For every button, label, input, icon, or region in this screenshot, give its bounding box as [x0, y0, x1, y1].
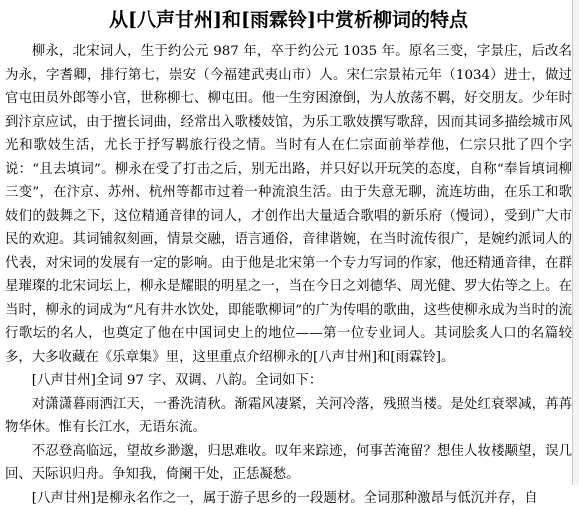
- paragraph-poem-part-1: 对潇潇暮雨洒江天，一番洗清秋。渐霜风凄紧，关河冷落，残照当楼。是处红衰翠减，苒苒物华休。惟有长江水，无语东流。: [5, 393, 572, 440]
- paragraph-biography: 柳永，北宋词人，生于约公元 987 年，卒于约公元 1035 年。原名三变，字景庄，后改名为永，字耆卿，排行第七，崇安（今福建武夷山市）人。宋仁宗景祐元年（1034）进士，做过官屯田员外郎等小官，世称柳七、柳屯田。他一生穷困潦倒，为人放荡不羁，好交朋友。少年时到汴京应试，由于擅长词曲，经常出入歌楼妓馆，为乐工歌妓撰写歌辞，因而其词多描绘城市风光和歌妓生活，尤长于抒写羁旅行役之情。当时有人在仁宗面前举荐他，仁宗只批了四个字说：“且去填词”。柳永在受了打击之后，别无出路，并只好以开玩笑的态度，自称“奉旨填词柳三变”，在汴京、苏州、杭州等都市过着一种流浪生活。由于失意无聊，流连坊曲，在乐工和歌妓们的鼓舞之下，这位精通音律的词人，才创作出大量适合歌唱的新乐府（慢词），受到广大市民的欢迎。其词铺叙刻画，情景交融，语言通俗，音律谐婉，在当时流传很广，是婉约派词人的代表，对宋词的发展有一定的影响。由于他是北宋第一个专力写词的作家，他还精通音律，在群星璀璨的北宋词坛上，柳永是耀眼的明星之一，当在今日之刘德华、周光健、罗大佑等之上。在当时，柳永的词成为“凡有井水饮处，即能歌柳词”的广为传唱的歌曲，这些使柳永成为当时的流行歌坛的名人，也奠定了他在中国词史上的地位——第一位专业词人。其词脍炙人口的名篇较多，大多收藏在《乐章集》里，这里重点介绍柳永的[八声甘州]和[雨霖铃]。: [5, 40, 572, 369]
- paragraph-intro-ci: [八声甘州]全词 97 字、双调、八韵。全词如下：: [5, 369, 572, 393]
- window-right-edge: [572, 0, 579, 485]
- paragraph-analysis: [八声甘州]是柳永名作之一，属于游子思乡的一段题材。全词那种激昂与低沉并存，自: [5, 487, 572, 510]
- page-title: 从[八声甘州]和[雨霖铃]中赏析柳词的特点: [5, 8, 572, 32]
- paragraph-poem-part-2: 不忍登高临远，望故乡渺邈，归思难收。叹年来踪迹，何事苦淹留？想佳人妆楼颙望，误几回、天际识归舟。争知我，倚阑干处，正恁凝愁。: [5, 440, 572, 487]
